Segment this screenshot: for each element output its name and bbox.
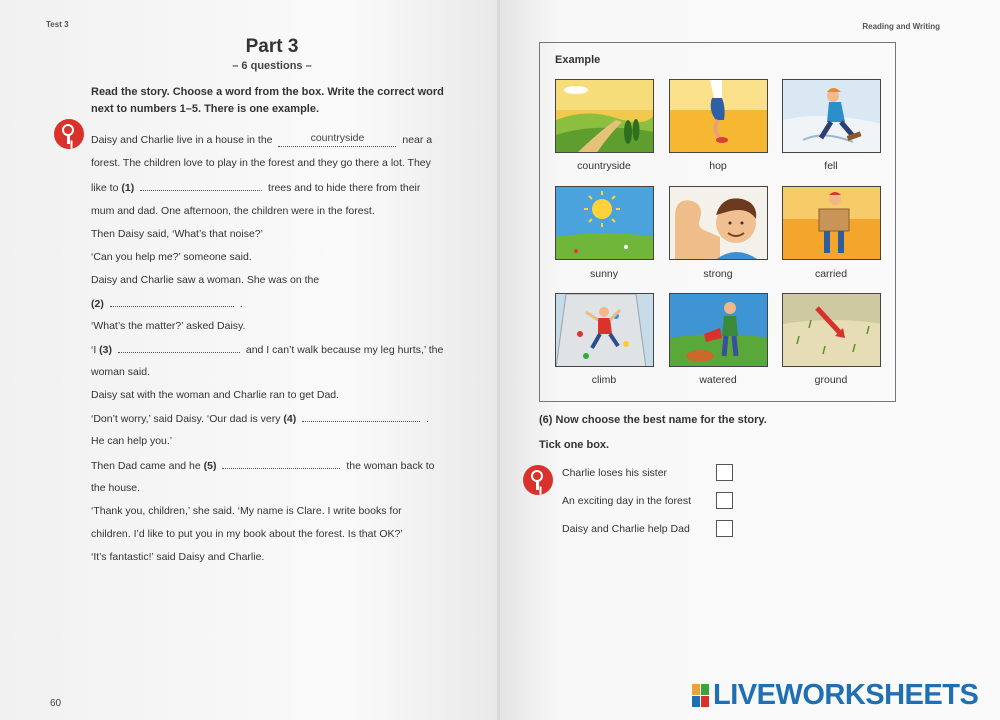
page-number: 60 bbox=[50, 698, 62, 709]
story-line: Daisy and Charlie saw a woman. She was on the bbox=[91, 274, 320, 286]
answer-blank-2[interactable] bbox=[110, 297, 234, 307]
story-line: ‘Can you help me?’ someone said. bbox=[91, 251, 252, 263]
story-line: the house. bbox=[91, 482, 141, 494]
option-label: An exciting day in the forest bbox=[562, 495, 691, 507]
story-line: mum and dad. One afternoon, the children were in the forest. bbox=[91, 205, 375, 217]
picture-hop bbox=[669, 79, 768, 153]
story-line: Daisy sat with the woman and Charlie ran to get Dad. bbox=[91, 389, 340, 401]
word-climb: climb bbox=[591, 374, 617, 386]
test-label: Test 3 bbox=[46, 20, 69, 29]
question-number: (5) bbox=[203, 460, 217, 472]
story-line: Then Daisy said, ‘What’s that noise?’ bbox=[91, 228, 263, 240]
word-strong: strong bbox=[703, 268, 733, 280]
picture-carried bbox=[782, 186, 881, 260]
story-line: like to (1) trees and to hide there from their bbox=[91, 182, 421, 194]
story-line: forest. The children love to play in the forest and they go there a lot. They bbox=[91, 157, 431, 169]
answer-blank-3[interactable] bbox=[118, 343, 240, 353]
part-subtitle: – 6 questions – bbox=[232, 60, 312, 72]
story-line: Then Dad came and he (5) the woman back to bbox=[91, 460, 435, 472]
section-header: Reading and Writing bbox=[862, 22, 940, 31]
option-label: Daisy and Charlie help Dad bbox=[562, 523, 690, 535]
word-hop: hop bbox=[709, 160, 727, 172]
liveworksheets-logo-icon bbox=[692, 684, 710, 708]
key-icon bbox=[54, 119, 84, 149]
word-countryside: countryside bbox=[577, 160, 631, 172]
story-line: children. I’d like to put you in my book about the forest. Is that OK?’ bbox=[91, 528, 403, 540]
question-number: (1) bbox=[121, 182, 135, 194]
option-checkbox-1[interactable] bbox=[716, 464, 733, 481]
word-sunny: sunny bbox=[589, 268, 619, 280]
word-watered: watered bbox=[699, 374, 737, 386]
liveworksheets-brand: LIVEWORKSHEETS bbox=[713, 679, 979, 711]
answer-blank-1[interactable] bbox=[140, 181, 262, 191]
example-label: Example bbox=[555, 54, 601, 66]
option-label: Charlie loses his sister bbox=[562, 467, 668, 479]
tick-instruction: Tick one box. bbox=[539, 439, 610, 451]
picture-strong bbox=[669, 186, 768, 260]
part-title: Part 3 bbox=[245, 36, 299, 57]
story-line: He can help you.’ bbox=[91, 435, 173, 447]
story-line: (2) . bbox=[91, 298, 243, 310]
word-fell: fell bbox=[824, 160, 838, 172]
picture-countryside bbox=[555, 79, 654, 153]
picture-fell bbox=[782, 79, 881, 153]
story-line: ‘I (3) and I can’t walk because my leg hurts,’ the bbox=[91, 344, 444, 356]
word-ground: ground bbox=[814, 374, 848, 386]
question-number: (3) bbox=[99, 344, 113, 356]
picture-sunny bbox=[555, 186, 654, 260]
option-checkbox-3[interactable] bbox=[716, 520, 733, 537]
word-carried: carried bbox=[814, 268, 848, 280]
story-line: Daisy and Charlie live in a house in the countryside near a bbox=[91, 132, 433, 146]
picture-watered bbox=[669, 293, 768, 367]
question-number: (4) bbox=[283, 413, 297, 425]
story-line: ‘It’s fantastic!’ said Daisy and Charlie. bbox=[91, 551, 265, 563]
answer-blank-5[interactable] bbox=[222, 459, 340, 469]
story-line: ‘Don’t worry,’ said Daisy. ‘Our dad is very (4) . bbox=[91, 413, 429, 425]
picture-ground bbox=[782, 293, 881, 367]
key-icon bbox=[523, 465, 553, 495]
instructions: Read the story. Choose a word from the box. Write the correct word next to numbers 1–5. There is one example. bbox=[91, 86, 444, 115]
story-line: ‘Thank you, children,’ she said. ‘My name is Clare. I write books for bbox=[91, 505, 402, 517]
story-line: ‘What’s the matter?’ asked Daisy. bbox=[91, 320, 246, 332]
example-answer: countryside bbox=[278, 134, 396, 147]
answer-blank-4[interactable] bbox=[302, 412, 420, 422]
story-line: woman said. bbox=[91, 366, 150, 378]
question-number: (2) bbox=[91, 298, 104, 310]
picture-climb bbox=[555, 293, 654, 367]
question-6: (6) Now choose the best name for the story. bbox=[539, 414, 767, 426]
option-checkbox-2[interactable] bbox=[716, 492, 733, 509]
